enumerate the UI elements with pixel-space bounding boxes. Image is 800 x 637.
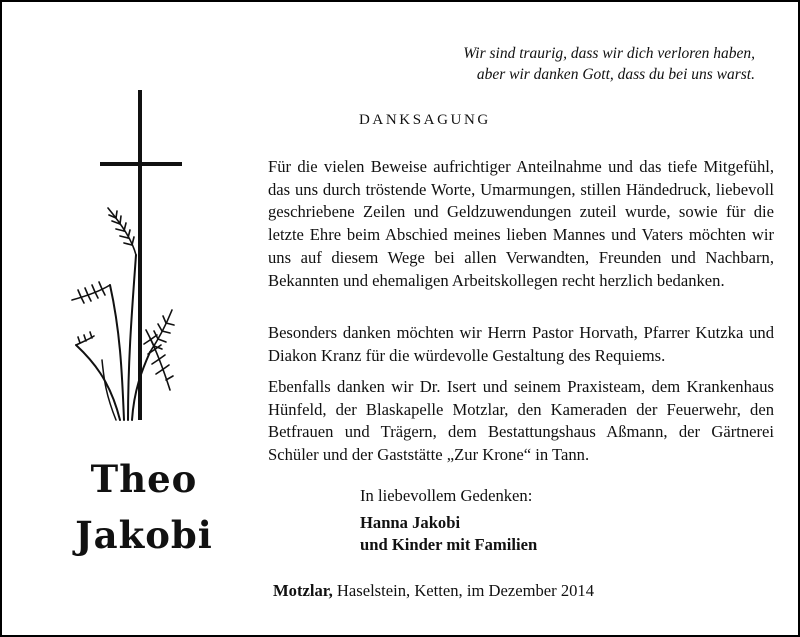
location-rest: Haselstein, Ketten, im Dezember 2014: [332, 581, 595, 600]
cross-with-wheat-icon: [62, 90, 202, 430]
cross-beam: [100, 162, 182, 166]
wheat-ear: [108, 208, 136, 255]
notice-heading: DANKSAGUNG: [359, 112, 491, 128]
signer-line-1: Hanna Jakobi: [360, 513, 461, 532]
deceased-last-name: Jakobi: [75, 513, 213, 557]
motto-line-2: aber wir danken Gott, dass du bei uns warst.: [476, 66, 755, 83]
closing-regards: In liebevollem Gedenken:: [360, 486, 533, 505]
location-date: [273, 581, 594, 601]
motto-line-1: Wir sind traurig, dass wir dich verloren haben,: [463, 45, 755, 62]
signer-line-2: und Kinder mit Familien: [360, 534, 538, 554]
signer: [360, 512, 537, 555]
motto: [463, 43, 755, 85]
paragraph-others: Ebenfalls danken wir Dr. Isert und seinem Praxisteam, dem Krankenhaus Hünfeld, der Blaskapelle Motzlar, den Kameraden der Feuerwehr, den Betfrauen und Trägern, dem Bestattungshaus Aßmann, der Gärtnerei Schüler und der Gaststätte „Zur Krone“ in Tann.: [268, 377, 774, 465]
paragraph-thanks: Für die vielen Beweise aufrichtiger Anteilnahme und das tiefe Mitgefühl, das uns durch tröstende Worte, Umarmungen, stillen Händedruck, liebevoll geschriebene Zeilen und Geldzuwendungen zuteil wurde, sowie für die letzte Ehre beim Abschied meines lieben Mannes und Vaters möchten wir uns auf diesem Wege bei allen Verwandten, Freunden und Nachbarn, Bekannten und ehemaligen Arbeitskollegen recht herzlich bedanken.: [268, 157, 774, 290]
deceased-first-name: Theo: [90, 457, 198, 501]
location-town: Motzlar,: [273, 581, 333, 600]
paragraph-clergy: Besonders danken möchten wir Herrn Pastor Horvath, Pfarrer Kutzka und Diakon Kranz für die würdevolle Gestaltung des Requiems.: [268, 323, 774, 365]
wheat-stalk: [110, 285, 124, 420]
wheat-ear: [76, 332, 94, 345]
wheat-ear: [72, 282, 110, 303]
wheat-stalk: [76, 345, 120, 420]
